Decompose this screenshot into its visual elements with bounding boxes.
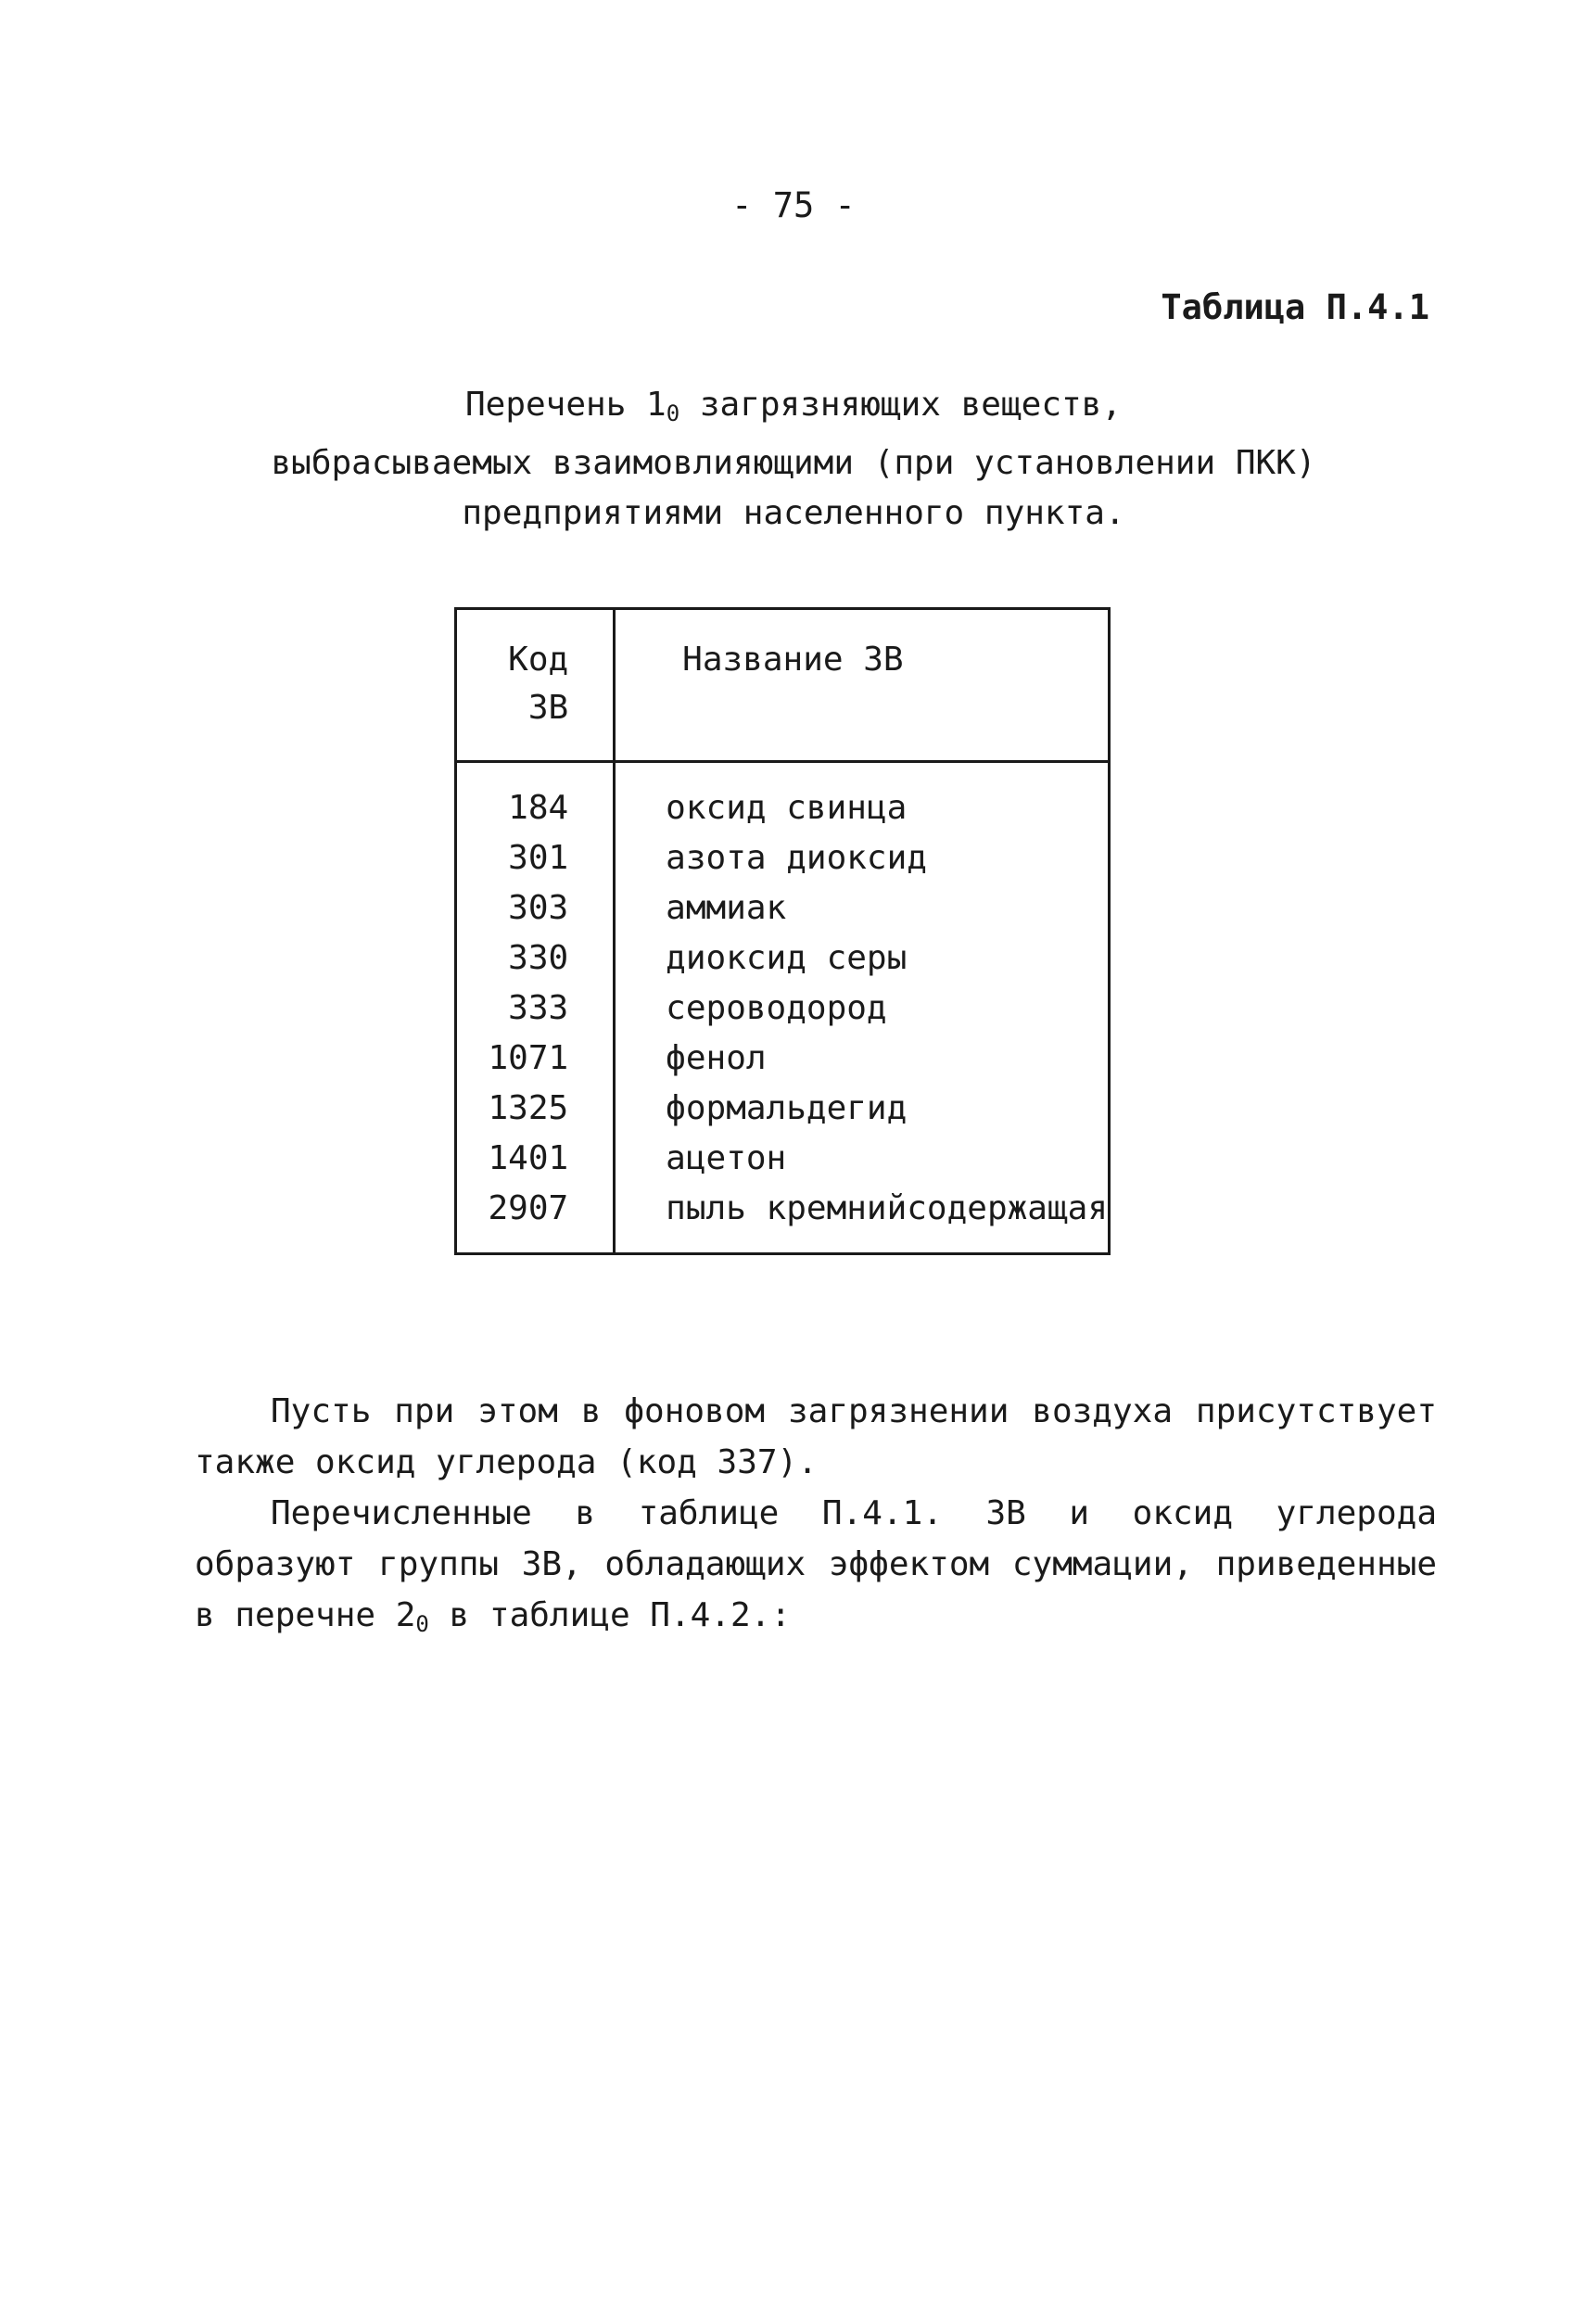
paragraph-1-text: Пусть при этом в фоновом загрязнении воздуха присутствует также оксид углерода (код 337).	[195, 1392, 1437, 1481]
row-name: формальдегид	[666, 1089, 908, 1127]
caption-line-2: выбрасываемых взаимовлияющими (при установлении ПКК)	[271, 444, 1316, 482]
header-code	[456, 609, 615, 762]
row-code: 2907	[456, 1184, 615, 1254]
header-code-line-2: ЗВ	[527, 689, 569, 727]
table-row	[456, 1184, 1110, 1254]
header-name: Название ЗВ	[615, 609, 1110, 762]
table-row	[456, 1134, 1110, 1184]
row-name: ацетон	[666, 1139, 787, 1177]
row-name: аммиак	[666, 889, 787, 927]
row-name: фенол	[666, 1039, 767, 1077]
paragraph-2	[195, 1488, 1437, 1650]
row-code: 303	[456, 883, 615, 933]
row-code: 184	[456, 762, 615, 834]
row-code: 1325	[456, 1084, 615, 1134]
row-name: азота диоксид	[666, 839, 927, 877]
row-code: 333	[456, 984, 615, 1034]
row-name: диоксид серы	[666, 939, 908, 977]
paragraph-2-rest: в таблице П.4.2.:	[428, 1596, 792, 1634]
row-name: сероводород	[666, 989, 887, 1027]
caption-line-1	[0, 380, 1587, 438]
table-row	[456, 883, 1110, 933]
row-code: 1071	[456, 1034, 615, 1084]
page-number: - 75 -	[731, 185, 856, 225]
table-row	[456, 984, 1110, 1034]
caption-line-1-rest: загрязняющих веществ,	[679, 386, 1123, 424]
body-text	[195, 1386, 1437, 1650]
table-label: Таблица П.4.1	[1161, 287, 1429, 327]
table-row	[456, 833, 1110, 883]
row-name: пыль кремнийсодержащая	[666, 1189, 1108, 1227]
caption-subscript: 0	[666, 400, 680, 426]
table-row	[456, 933, 1110, 984]
table-row	[456, 1084, 1110, 1134]
paragraph-1	[195, 1386, 1437, 1488]
row-code: 330	[456, 933, 615, 984]
table-row	[456, 1034, 1110, 1084]
paragraph-2-text: Перечисленные в таблице П.4.1. ЗВ и оксид углерода образуют группы ЗВ, обладающих эффектом суммации, приведенные в перечне 2	[195, 1494, 1437, 1634]
table-header-row	[456, 609, 1110, 762]
header-code-line-1: Код	[508, 641, 569, 679]
caption-line-1-text: Перечень 1	[464, 386, 667, 424]
paragraph-2-subscript: 0	[415, 1611, 429, 1637]
table-caption	[0, 380, 1587, 539]
row-name: оксид свинца	[666, 789, 908, 827]
pollutants-table	[454, 607, 1111, 1255]
row-code: 1401	[456, 1134, 615, 1184]
caption-line-3: предприятиями населенного пункта.	[462, 494, 1125, 532]
table-row	[456, 762, 1110, 834]
row-code: 301	[456, 833, 615, 883]
